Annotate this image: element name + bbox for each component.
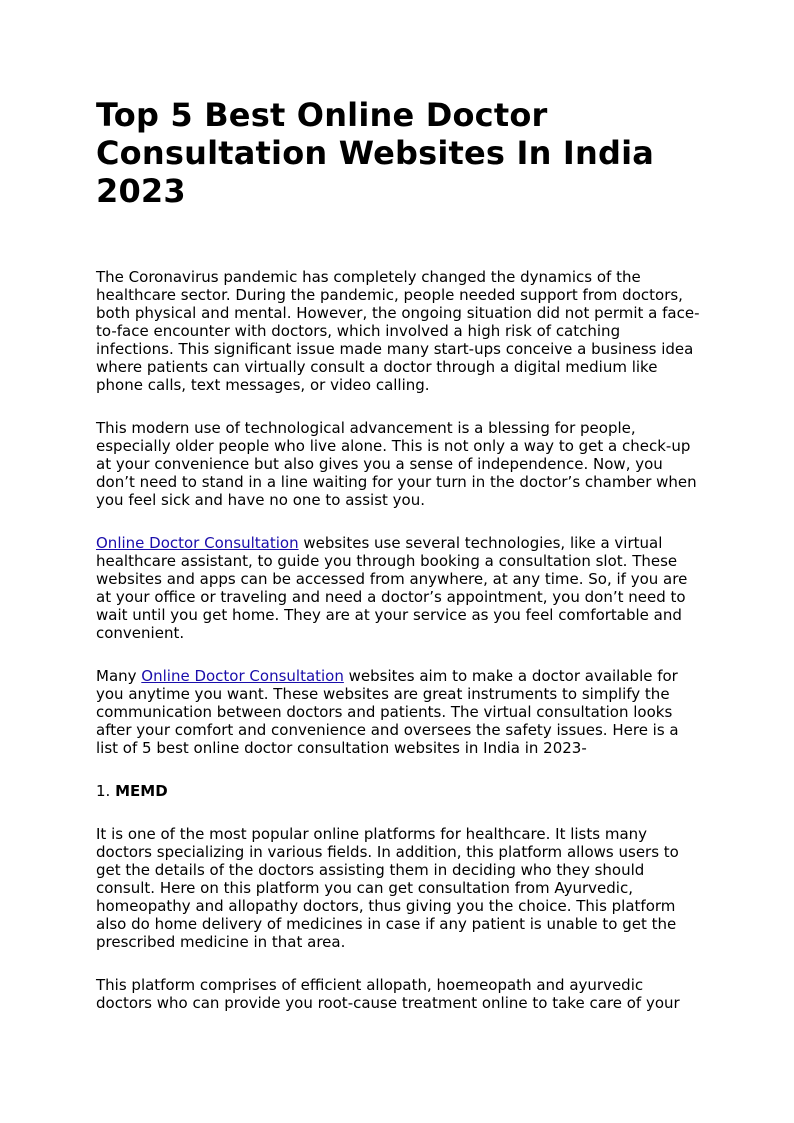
page-title: Top 5 Best Online Doctor Consultation Websites In India 2023 <box>96 96 655 210</box>
document-page <box>96 96 700 1037</box>
paragraph-many-websites <box>96 667 700 757</box>
article-body <box>96 268 700 1012</box>
paragraph-text: websites use several technologies, like a virtual healthcare assistant, to guide you through booking a consultation slot. These websites and apps can be accessed from anywhere, at any time. So, if you are at your office or traveling and need a doctor’s appointment, you don’t need to wait until you get home. They are at your service as you feel comfortable and convenient. <box>96 534 688 642</box>
list-item-name: MEMD <box>115 782 168 800</box>
online-doctor-consultation-link[interactable]: Online Doctor Consultation <box>96 534 299 552</box>
paragraph-online-consultation <box>96 534 700 642</box>
paragraph-technology: This modern use of technological advancement is a blessing for people, especially older people who live alone. This is not only a way to get a check-up at your convenience but also gives you a sense of independence. Now, you don’t need to stand in a line waiting for your turn in the doctor’s chamber when you feel sick and have no one to assist you. <box>96 419 697 509</box>
online-doctor-consultation-link-2[interactable]: Online Doctor Consultation <box>141 667 344 685</box>
paragraph-memd-description: It is one of the most popular online platforms for healthcare. It lists many doctors specializing in various fields. In addition, this platform allows users to get the details of the doctors assisting them in deciding who they should consult. Here on this platform you can get consultation from Ayurvedic, homeopathy and allopathy doctors, thus giving you the choice. This platform also do home delivery of medicines in case if any patient is unable to get the prescribed medicine in that area. <box>96 825 679 951</box>
paragraph-text: websites aim to make a doctor available for you anytime you want. These websites are great instruments to simplify the communication between doctors and patients. The virtual consultation looks after your comfort and convenience and oversees the safety issues. Here is a list of 5 best online doctor consultation websites in India in 2023- <box>96 667 679 757</box>
paragraph-intro: The Coronavirus pandemic has completely changed the dynamics of the healthcare sector. During the pandemic, people needed support from doctors, both physical and mental. However, the ongoing situation did not permit a face-to-face encounter with doctors, which involved a high risk of catching infections. This significant issue made many start-ups conceive a business idea where patients can virtually consult a doctor through a digital medium like phone calls, text messages, or video calling. <box>96 268 700 394</box>
list-item-memd <box>96 782 700 800</box>
paragraph-prefix: Many <box>96 667 142 685</box>
paragraph-memd-doctors: This platform comprises of efficient allopath, hoemeopath and ayurvedic doctors who can provide you root-cause treatment online to take care of your <box>96 976 680 1012</box>
list-number: 1. <box>96 782 116 800</box>
